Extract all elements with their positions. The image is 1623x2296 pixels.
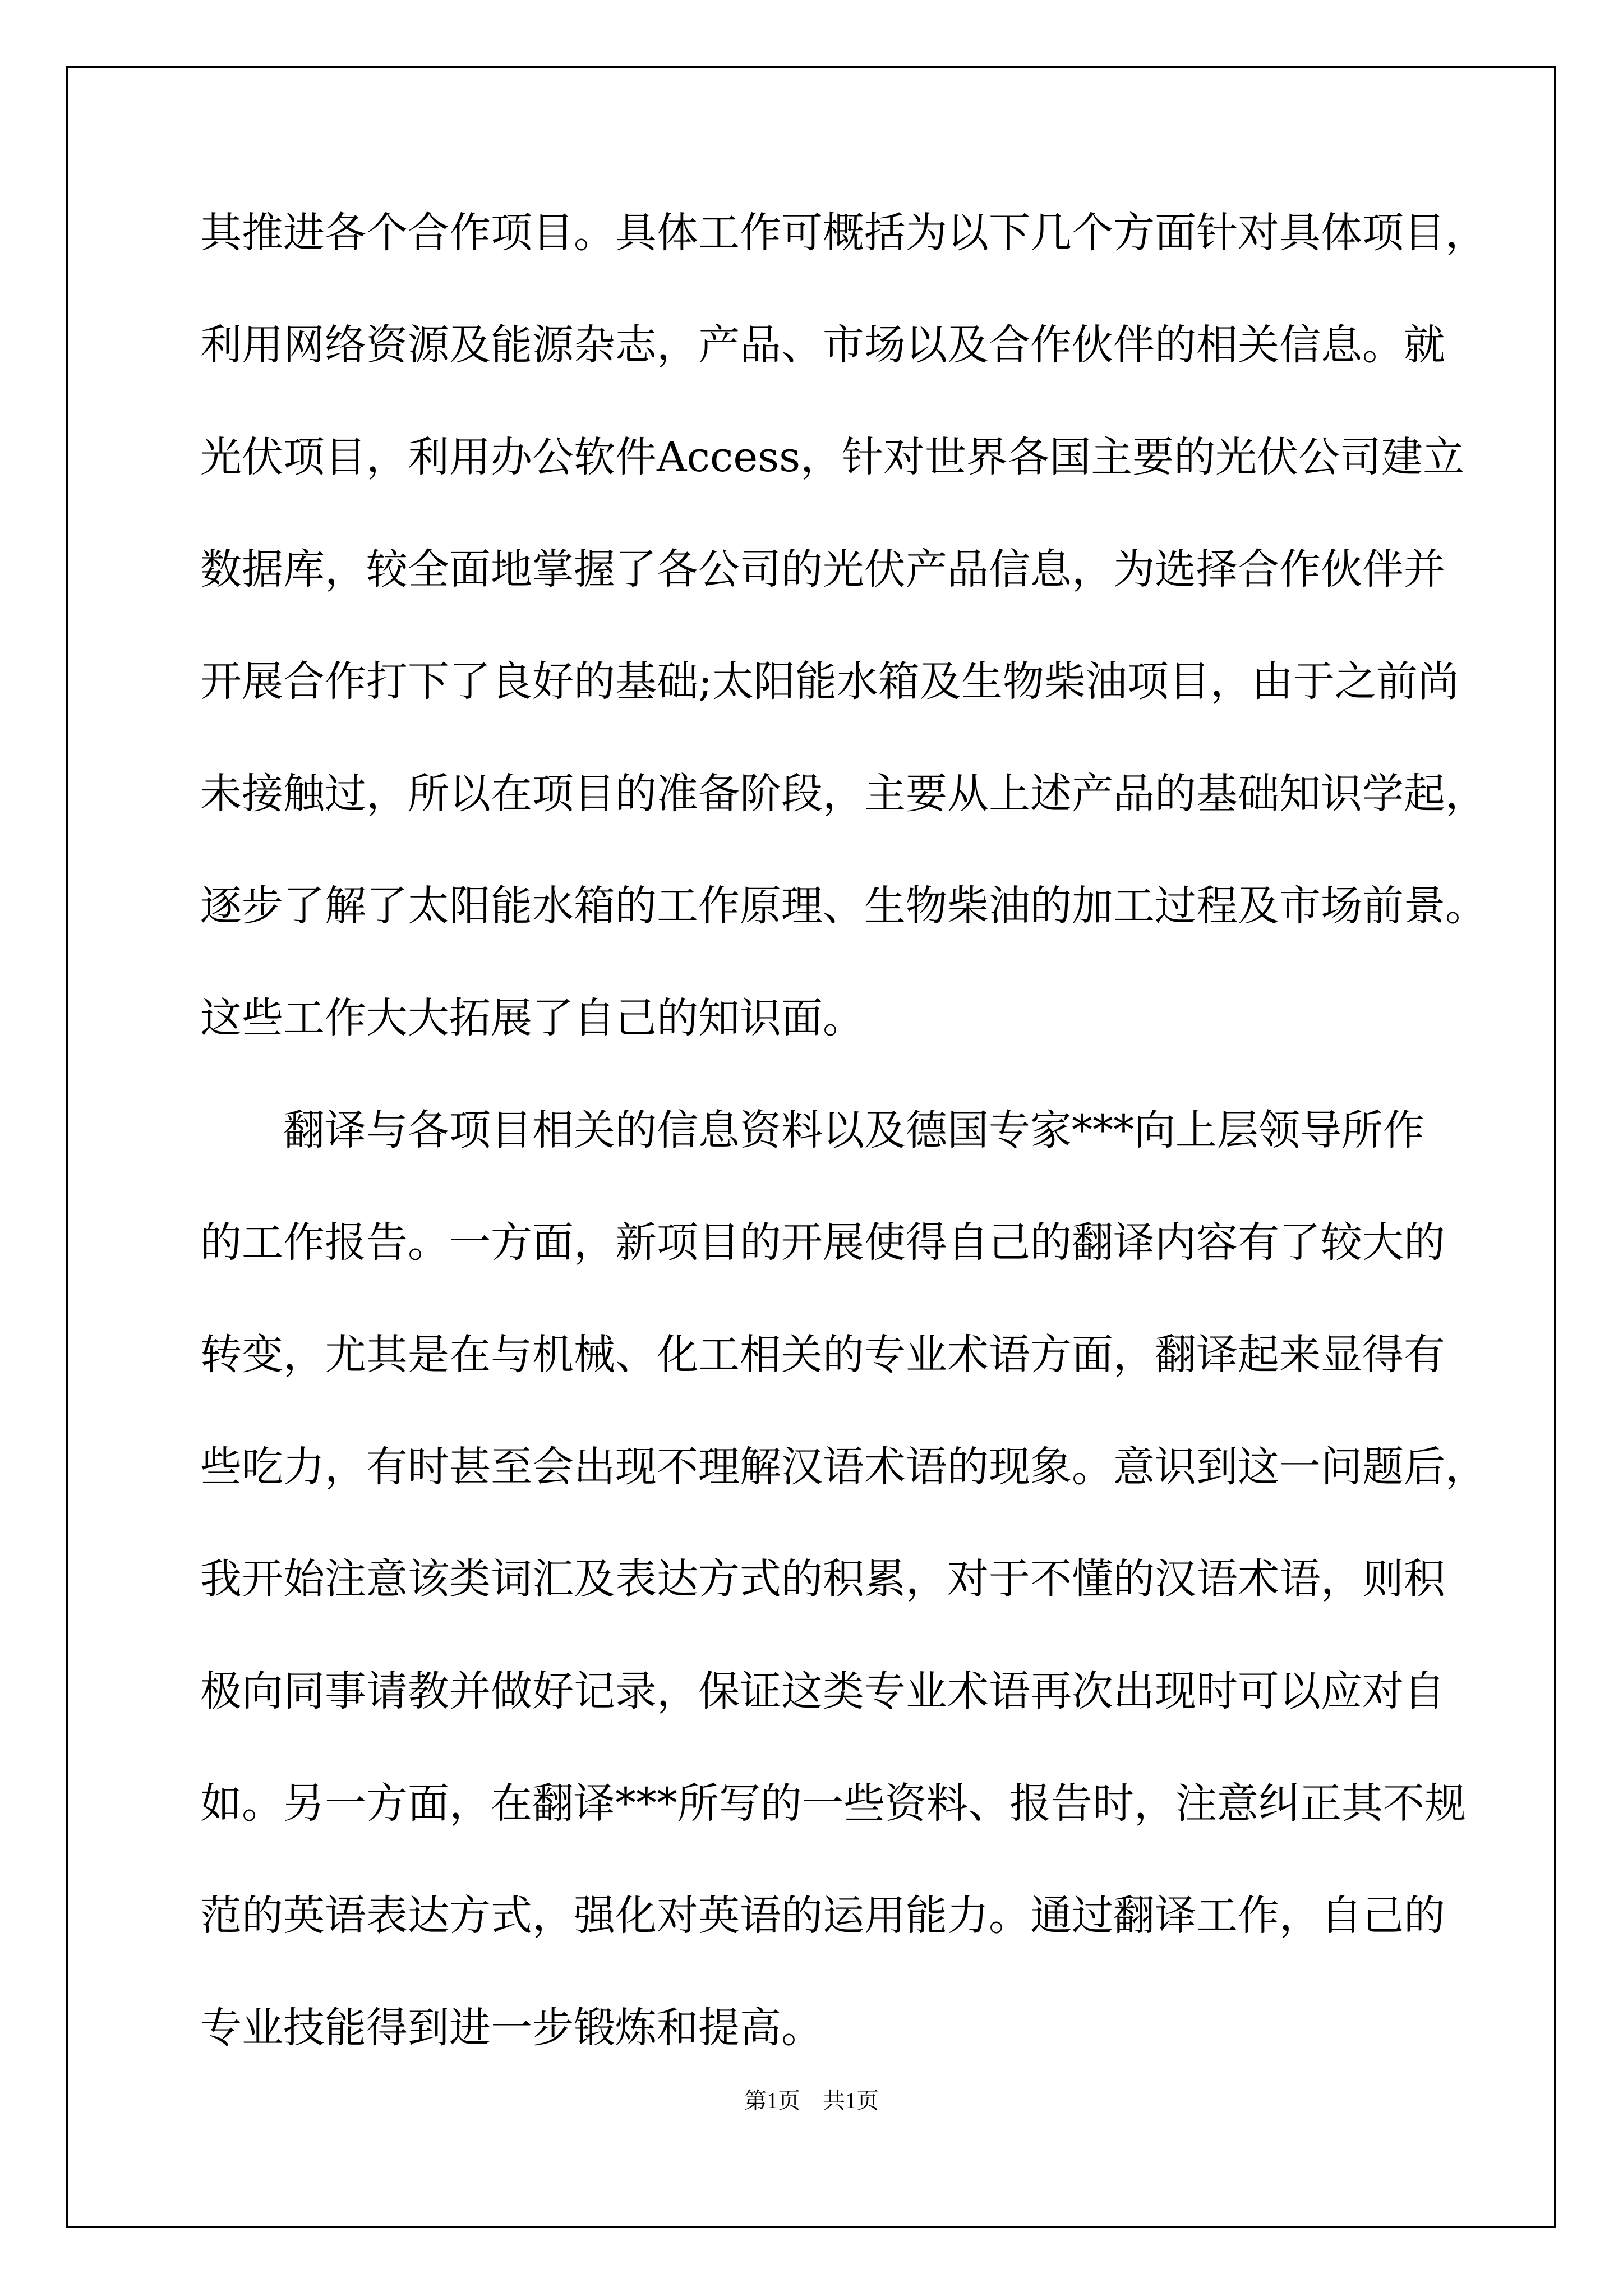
- text-line: 范的英语表达方式，强化对英语的运用能力。通过翻译工作，自己的: [200, 1892, 1445, 1940]
- text-line: 如。另一方面，在翻译***所写的一些资料、报告时，注意纠正其不规: [200, 1779, 1466, 1828]
- text-line: 转变，尤其是在与机械、化工相关的专业术语方面，翻译起来显得有: [200, 1331, 1445, 1379]
- text-line: 未接触过，所以在项目的准备阶段，主要从上述产品的基础知识学起，: [200, 770, 1487, 818]
- text-line: 开展合作打下了良好的基础;太阳能水箱及生物柴油项目，由于之前尚: [200, 657, 1459, 706]
- text-line: 些吃力，有时甚至会出现不理解汉语术语的现象。意识到这一问题后，: [200, 1443, 1487, 1491]
- text-line: 其推进各个合作项目。具体工作可概括为以下几个方面针对具体项目，: [200, 209, 1487, 257]
- text-line: 翻译与各项目相关的信息资料以及德国专家***向上层领导所作: [200, 1106, 1424, 1154]
- text-line: 逐步了解了太阳能水箱的工作原理、生物柴油的加工过程及市场前景。: [200, 882, 1487, 930]
- page-number-footer: 第1页 共1页: [744, 2088, 879, 2113]
- text-line: 我开始注意该类词汇及表达方式的积累，对于不懂的汉语术语，则积: [200, 1555, 1445, 1603]
- text-line: 的工作报告。一方面，新项目的开展使得自己的翻译内容有了较大的: [200, 1218, 1445, 1267]
- text-line: 专业技能得到进一步锻炼和提高。: [200, 2004, 823, 2052]
- text-line: 数据库，较全面地掌握了各公司的光伏产品信息，为选择合作伙伴并: [200, 545, 1445, 593]
- text-line: 极向同事请教并做好记录，保证这类专业术语再次出现时可以应对自: [200, 1667, 1445, 1715]
- text-line: 这些工作大大拓展了自己的知识面。: [200, 994, 864, 1042]
- text-line: 光伏项目，利用办公软件Access，针对世界各国主要的光伏公司建立: [200, 433, 1465, 481]
- text-line: 利用网络资源及能源杂志，产品、市场以及合作伙伴的相关信息。就: [200, 321, 1445, 369]
